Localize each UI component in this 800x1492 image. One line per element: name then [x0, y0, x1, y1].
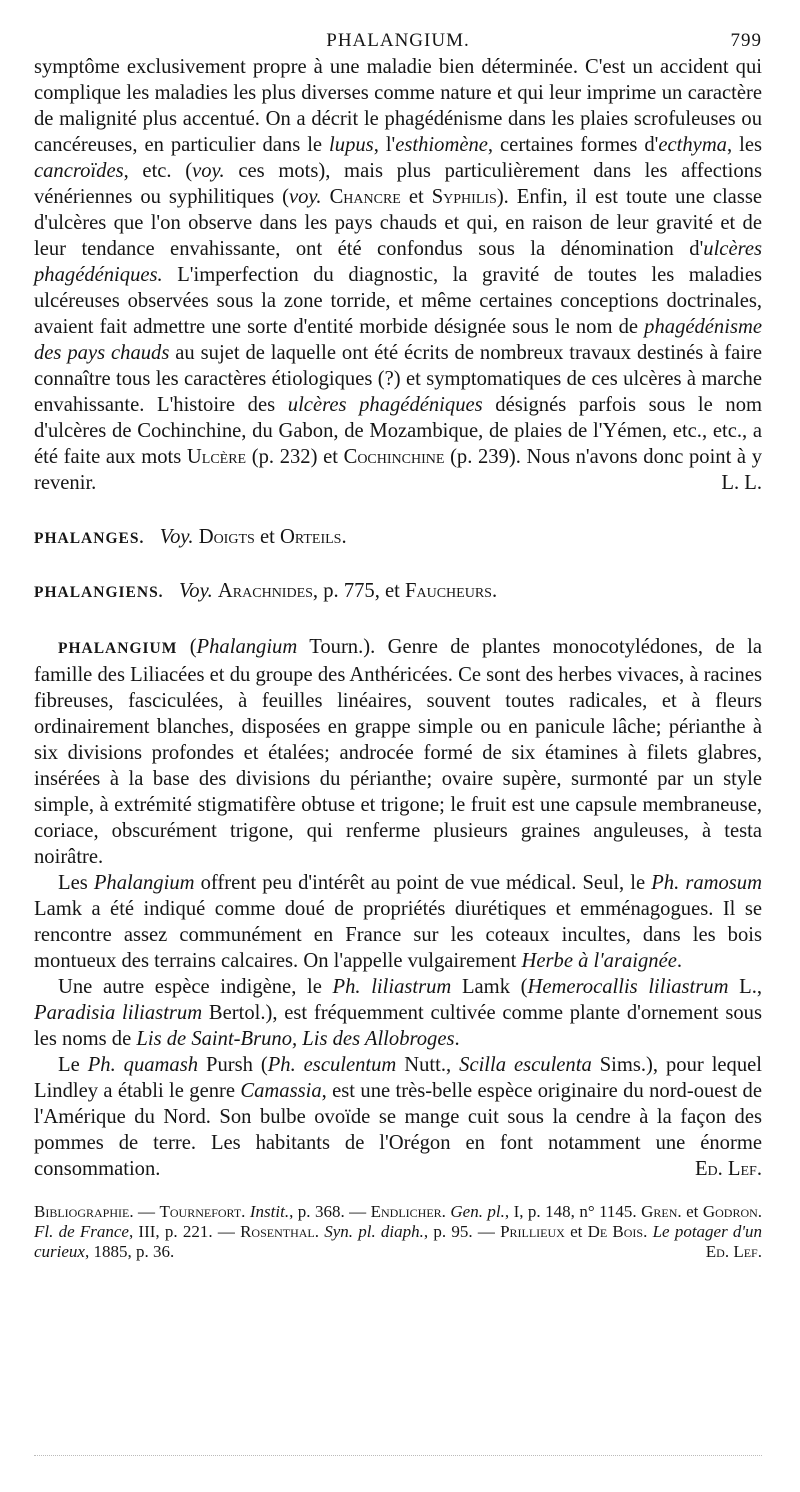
text-run: , etc. (: [123, 160, 193, 182]
work-title: Le potager d'un curieux: [34, 1222, 763, 1261]
text-run: symptôme exclusivement propre à une maladie bien déterminée. C'est un accident qui complique les maladies les plus diverses comme nature et qui leur imprime un caractère de malignité plus accentué. On a décrit le phagédénisme dans les plaies scrofuleuses ou cancéreuses, en particulier dans le: [34, 56, 762, 156]
author-signature: L. L.: [721, 472, 762, 494]
text-run: désignés parfois sous le nom d'ulcères de Cochinchine, du Gabon, de Mozambique, de plaies de l'Yémen, etc., etc., a été faite aux mots: [34, 394, 763, 468]
text-run: Tourn.). Genre de plantes monocotylédones, de la famille des Liliacées et du groupe des Anthéricées. Ce sont des herbes vivaces, à racines fibreuses, fasciculées, à feuilles linéaires, souvent toutes radicales, et à fleurs ordinairement blanches, disposées en grappe simple ou en panicule lâche; périanthe à six divisions profondes et étalées; androcée formé de six étamines à filets glabres, insérées à la base des divisions du périanthe; ovaire supère, surmonté par un style simple, à extrémité stigmatifère obtuse et trigone; le fruit est une capsule membraneuse, coriace, obscurément trigone, qui renferme plusieurs graines anguleuses, à testa noirâtre.: [34, 636, 763, 868]
italic-term: Ph. ramosum: [651, 872, 762, 894]
italic-term: Scilla esculenta: [459, 1054, 592, 1076]
entry-phalanges: [34, 524, 762, 552]
bibliography-text: [34, 1202, 762, 1262]
author-name: De Bois.: [587, 1222, 648, 1241]
italic-term: lupus: [329, 134, 374, 156]
cross-reference: Arachnides: [217, 580, 313, 602]
text-run: offrent peu d'intérêt au point de vue médical. Seul, le: [200, 872, 646, 894]
work-title: Instit.: [249, 1202, 290, 1221]
text-run: et: [686, 1202, 699, 1221]
cross-reference: Doigts: [198, 526, 255, 548]
italic-term: Phalangium: [93, 872, 195, 894]
text-run: Sims.), pour lequel Lindley a établi le genre: [34, 1054, 763, 1102]
text-run: Lamk a été indiqué comme doué de propriétés diurétiques et emménagogues. Il se rencontre assez communément en France sur les coteaux incultes, dans les bois montueux des terrains calcaires. On l'appelle vulgairement: [34, 898, 762, 972]
italic-term: Ph. quamash: [87, 1054, 199, 1076]
text-run: et: [408, 186, 424, 208]
cross-reference: Orteils: [279, 526, 342, 548]
entry-phalangium: [34, 634, 762, 870]
text-run: Nutt.,: [404, 1054, 452, 1076]
text-run: , est une très-belle espèce originaire du nord-ouest de l'Amérique du Nord. Son bulbe ovoïde se mange cuit sous la cendre à la façon des pommes de terre. Les habitants de l'Orégon en font notamment une énorme consommation.: [34, 1080, 762, 1180]
text-run: .: [341, 526, 347, 548]
text-run: .: [454, 1028, 460, 1050]
author-signature: Ed. Lef.: [705, 1242, 762, 1261]
italic-term: Hemerocallis liliastrum: [527, 976, 729, 998]
text-run: Une autre espèce indigène, le: [58, 976, 322, 998]
running-title: PHALANGIUM.: [326, 30, 470, 51]
text-run: (: [189, 636, 197, 658]
author-name: Gren.: [641, 1202, 682, 1221]
text-run: ces mots), mais plus particulièrement dans les affections vénériennes ou syphilitiques (: [34, 160, 762, 208]
entry-heading: PHALANGIENS.: [34, 584, 164, 601]
bibliography: [34, 1202, 762, 1262]
cross-reference: Faucheurs: [405, 580, 492, 602]
author-name: Tournefort.: [159, 1202, 246, 1221]
work-title: Gen. pl.: [450, 1202, 505, 1221]
text-run: ). Enfin, il est toute une classe d'ulcères que l'on observe dans les pays chauds et qui, en raison de leur gravité et de leur tendance envahissante, ont été confondus sous la dénomination d': [34, 186, 762, 260]
text-run: , p. 775, et: [312, 580, 400, 602]
paragraph-liliastrum: [34, 974, 762, 1052]
paragraph-medical: [34, 870, 762, 974]
continued-paragraph: [34, 54, 762, 496]
voy-label: Voy.: [159, 526, 194, 548]
cross-reference: Ulcère: [186, 446, 247, 468]
text-run: (p. 232) et: [251, 446, 338, 468]
text-run: (p. 239). Nous n'avons donc point à y revenir.: [34, 446, 763, 494]
italic-term: Herbe à l'araignée: [521, 950, 677, 972]
italic-term: Phalangium: [196, 636, 298, 658]
text-run: , III, p. 221. —: [128, 1222, 241, 1241]
italic-term: voy.: [288, 186, 322, 208]
page-number: 799: [730, 30, 762, 51]
bibliography-label: Bibliographie.: [34, 1202, 134, 1221]
text-run: Lamk (: [461, 976, 528, 998]
italic-term: Ph. liliastrum: [332, 976, 452, 998]
text-run: —: [138, 1202, 160, 1221]
italic-term: esthiomène: [395, 134, 488, 156]
entry-heading: PHALANGIUM: [58, 640, 178, 657]
text-run: L'imperfection du diagnostic, la gravité de toutes les maladies ulcéreuses observées sous la zone torride, et même certaines conceptions doctrinales, avaient fait admettre une sorte d'entité morbide désignée sous le nom de: [34, 264, 762, 338]
italic-term: ulcères phagédéniques.: [34, 238, 762, 286]
text-run: , I, p. 148, n° 1145.: [504, 1202, 637, 1221]
text-run: Pursh (: [205, 1054, 268, 1076]
author-name: Godron.: [702, 1202, 763, 1221]
text-run: .: [676, 950, 683, 972]
text-run: , 1885, p. 36.: [84, 1242, 175, 1261]
page-bottom-rule: [34, 1455, 762, 1456]
italic-term: voy.: [192, 160, 225, 182]
text-run: Le: [58, 1054, 80, 1076]
running-head: [34, 30, 762, 54]
text-run: , l': [373, 134, 396, 156]
italic-term: Paradisia liliastrum: [34, 1002, 203, 1024]
italic-term: Lis de Saint-Bruno, Lis des Allobroges: [136, 1028, 455, 1050]
italic-term: phagédénisme des pays chauds: [34, 316, 762, 364]
text-run: , p. 368. —: [289, 1202, 371, 1221]
text-run: , les: [726, 134, 762, 156]
entry-heading: PHALANGES.: [34, 530, 145, 547]
text-run: L.,: [739, 976, 762, 998]
text-run: et: [570, 1222, 583, 1241]
italic-term: cancroïdes: [34, 160, 124, 182]
text-run: , certaines formes d': [487, 134, 659, 156]
italic-term: ecthyma: [658, 134, 727, 156]
text-run: Les: [58, 872, 88, 894]
page: [34, 30, 762, 1262]
text-run: .: [491, 580, 498, 602]
italic-term: Ph. esculentum: [267, 1054, 397, 1076]
author-name: Endlicher.: [370, 1202, 446, 1221]
paragraph-quamash: [34, 1052, 762, 1182]
text-run: et: [259, 526, 275, 548]
cross-reference: Chancre: [329, 186, 401, 208]
voy-label: Voy.: [179, 580, 213, 602]
cross-reference: Syphilis: [431, 186, 497, 208]
author-name: Prillieux: [500, 1222, 565, 1241]
entry-phalangiens: [34, 578, 762, 606]
work-title: Syn. pl. diaph.: [324, 1222, 424, 1241]
author-signature: Ed. Lef.: [694, 1158, 762, 1180]
text-run: Bertol.), est fréquemment cultivée comme plante d'ornement sous les noms de: [34, 1002, 762, 1050]
text-run: , p. 95. —: [423, 1222, 495, 1241]
italic-term: Camassia: [240, 1080, 322, 1102]
italic-term: ulcères phagédéniques: [287, 394, 483, 416]
text-run: au sujet de laquelle ont été écrits de nombreux travaux destinés à faire connaître tous les caractères étiologiques (?) et symptomatiques de ces ulcères à marche envahissante. L'histoire des: [34, 342, 762, 416]
cross-reference: Cochinchine: [343, 446, 445, 468]
work-title: Fl. de France: [34, 1222, 129, 1241]
author-name: Rosenthal.: [240, 1222, 319, 1241]
